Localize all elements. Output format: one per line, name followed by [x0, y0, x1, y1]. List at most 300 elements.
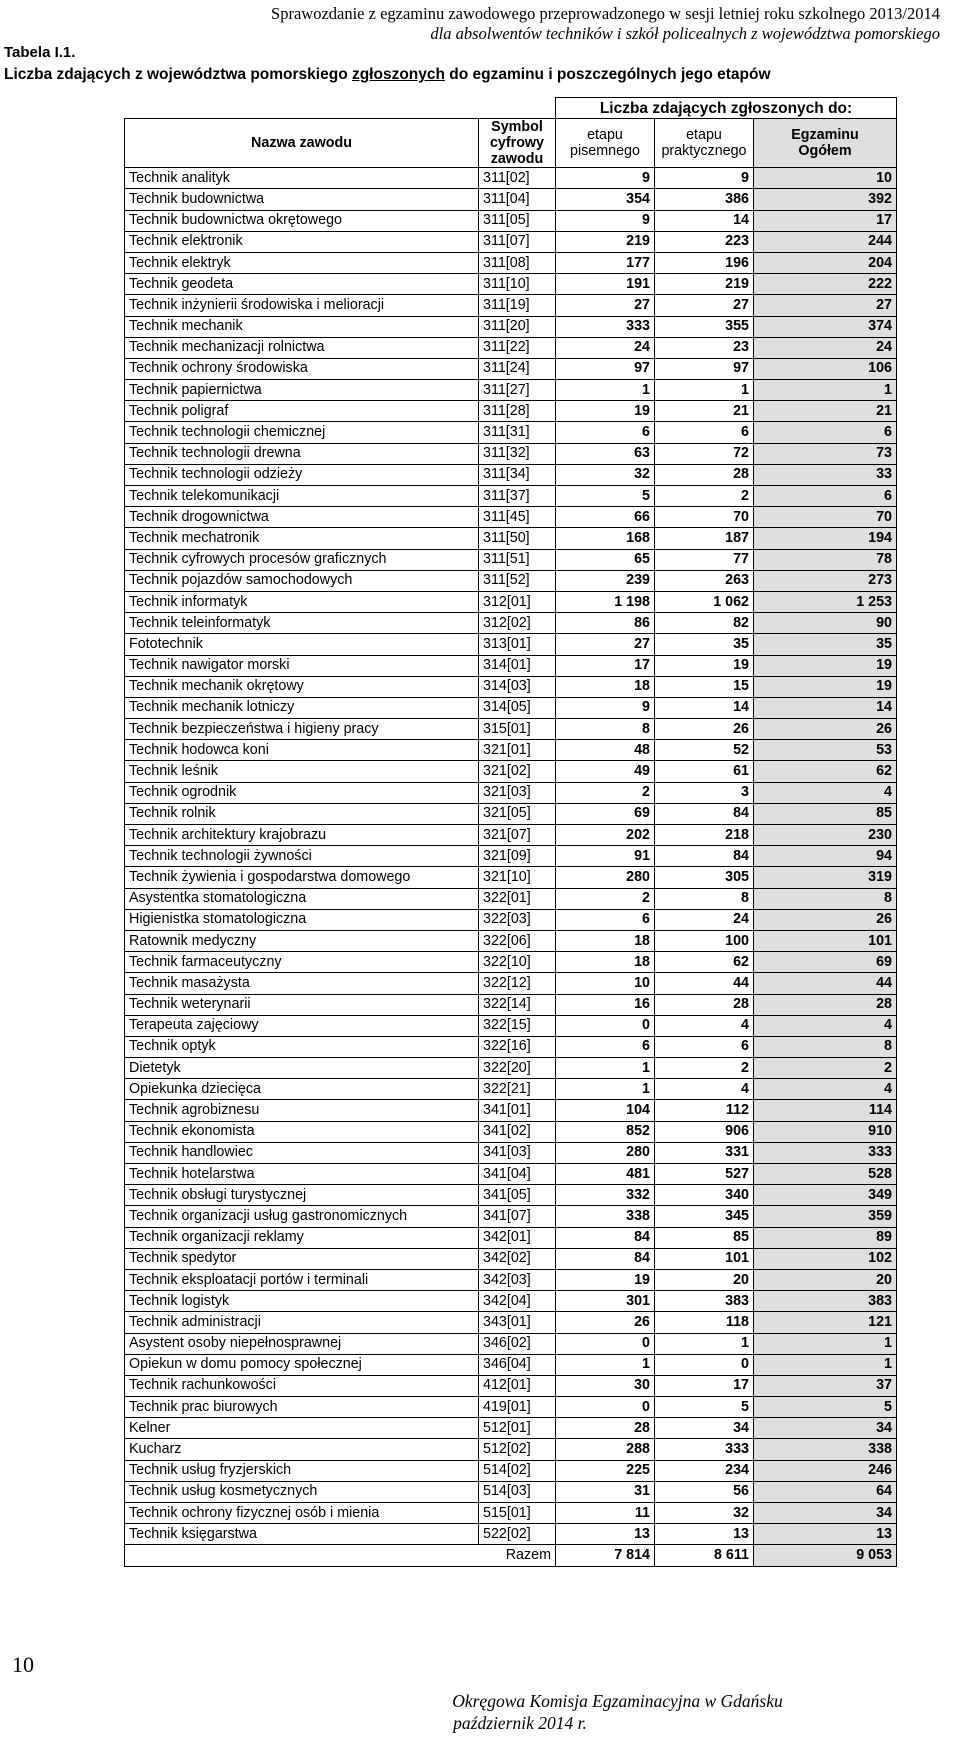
- profession-code: 343[01]: [479, 1312, 556, 1333]
- profession-code: 311[31]: [479, 422, 556, 443]
- profession-code: 311[07]: [479, 231, 556, 252]
- total-count: 33: [754, 464, 897, 485]
- profession-code: 311[24]: [479, 358, 556, 379]
- total-count: 1 253: [754, 591, 897, 612]
- table-row: [125, 507, 897, 528]
- profession-code: 322[15]: [479, 1015, 556, 1036]
- profession-code: 341[02]: [479, 1121, 556, 1142]
- profession-name: Technik geodeta: [125, 274, 479, 295]
- practical-count: 5: [655, 1397, 754, 1418]
- table-row: [125, 1524, 897, 1545]
- exam-table: [124, 97, 897, 1567]
- written-count: 13: [556, 1524, 655, 1545]
- total-count: 1: [754, 1354, 897, 1375]
- total-count: 4: [754, 1015, 897, 1036]
- profession-code: 311[04]: [479, 189, 556, 210]
- profession-code: 321[10]: [479, 867, 556, 888]
- table-row: [125, 1460, 897, 1481]
- profession-code: 311[20]: [479, 316, 556, 337]
- total-count: 204: [754, 252, 897, 273]
- table-row: [125, 337, 897, 358]
- profession-code: 312[02]: [479, 613, 556, 634]
- profession-name: Technik drogownictwa: [125, 507, 479, 528]
- written-count: 333: [556, 316, 655, 337]
- header-total-l1: Egzaminu: [791, 127, 859, 144]
- written-count: 28: [556, 1418, 655, 1439]
- table-caption: [4, 66, 771, 84]
- practical-count: 100: [655, 930, 754, 951]
- table-row: [125, 676, 897, 697]
- total-count: 359: [754, 1206, 897, 1227]
- written-count: 11: [556, 1503, 655, 1524]
- profession-name: Technik obsługi turystycznej: [125, 1185, 479, 1206]
- total-count: 34: [754, 1418, 897, 1439]
- table-row: [125, 1439, 897, 1460]
- total-count: 4: [754, 782, 897, 803]
- total-count: 94: [754, 846, 897, 867]
- report-header-line2: dla absolwentów techników i szkół policealnych z województwa pomorskiego: [430, 24, 940, 43]
- profession-code: 311[45]: [479, 507, 556, 528]
- total-count: 101: [754, 930, 897, 951]
- practical-count: 234: [655, 1460, 754, 1481]
- practical-count: 1: [655, 1333, 754, 1354]
- profession-code: 341[05]: [479, 1185, 556, 1206]
- practical-count: 28: [655, 464, 754, 485]
- table-row: [125, 740, 897, 761]
- profession-code: 315[01]: [479, 719, 556, 740]
- written-count: 0: [556, 1333, 655, 1354]
- table-row: [125, 1291, 897, 1312]
- written-count: 84: [556, 1248, 655, 1269]
- total-count: 230: [754, 825, 897, 846]
- written-count: 65: [556, 549, 655, 570]
- table-body: [125, 168, 897, 1545]
- written-count: 202: [556, 825, 655, 846]
- total-count: 62: [754, 761, 897, 782]
- practical-count: 6: [655, 1036, 754, 1057]
- profession-name: Technik żywienia i gospodarstwa domowego: [125, 867, 479, 888]
- practical-count: 20: [655, 1269, 754, 1290]
- profession-code: 311[50]: [479, 528, 556, 549]
- table-row: [125, 1397, 897, 1418]
- table-row: [125, 655, 897, 676]
- written-count: 19: [556, 401, 655, 422]
- profession-name: Higienistka stomatologiczna: [125, 909, 479, 930]
- written-count: 27: [556, 295, 655, 316]
- written-count: 30: [556, 1375, 655, 1396]
- practical-count: 23: [655, 337, 754, 358]
- profession-name: Technik farmaceutyczny: [125, 952, 479, 973]
- profession-name: Technik optyk: [125, 1036, 479, 1057]
- profession-name: Kucharz: [125, 1439, 479, 1460]
- written-count: 2: [556, 782, 655, 803]
- table-row: [125, 782, 897, 803]
- profession-code: 419[01]: [479, 1397, 556, 1418]
- profession-code: 321[01]: [479, 740, 556, 761]
- written-count: 16: [556, 994, 655, 1015]
- practical-count: 52: [655, 740, 754, 761]
- total-count: 73: [754, 443, 897, 464]
- practical-count: 187: [655, 528, 754, 549]
- table-row: [125, 1100, 897, 1121]
- profession-name: Technik poligraf: [125, 401, 479, 422]
- table-row: [125, 613, 897, 634]
- table-row: [125, 719, 897, 740]
- written-count: 225: [556, 1460, 655, 1481]
- profession-code: 311[28]: [479, 401, 556, 422]
- total-count: 13: [754, 1524, 897, 1545]
- profession-code: 322[20]: [479, 1058, 556, 1079]
- header-total: [754, 119, 897, 168]
- profession-code: 322[03]: [479, 909, 556, 930]
- practical-count: 101: [655, 1248, 754, 1269]
- profession-name: Technik elektronik: [125, 231, 479, 252]
- profession-code: 341[03]: [479, 1142, 556, 1163]
- profession-name: Technik ochrony fizycznej osób i mienia: [125, 1503, 479, 1524]
- practical-count: 27: [655, 295, 754, 316]
- header-written-l2: pisemnego: [570, 143, 640, 160]
- profession-name: Technik inżynierii środowiska i melioracji: [125, 295, 479, 316]
- written-count: 26: [556, 1312, 655, 1333]
- written-count: 219: [556, 231, 655, 252]
- total-count: 2: [754, 1058, 897, 1079]
- table-row: [125, 1206, 897, 1227]
- profession-code: 311[52]: [479, 570, 556, 591]
- table-row: [125, 1375, 897, 1396]
- practical-count: 8: [655, 888, 754, 909]
- practical-count: 3: [655, 782, 754, 803]
- profession-name: Technik rolnik: [125, 803, 479, 824]
- profession-code: 322[21]: [479, 1079, 556, 1100]
- profession-code: 522[02]: [479, 1524, 556, 1545]
- profession-code: 322[10]: [479, 952, 556, 973]
- total-count: 26: [754, 719, 897, 740]
- total-practical: 8 611: [655, 1545, 754, 1566]
- total-count: 6: [754, 486, 897, 507]
- practical-count: 345: [655, 1206, 754, 1227]
- table-row: [125, 1079, 897, 1100]
- practical-count: 35: [655, 634, 754, 655]
- practical-count: 84: [655, 803, 754, 824]
- profession-code: 322[14]: [479, 994, 556, 1015]
- header-practical-l1: etapu: [686, 127, 722, 144]
- profession-name: Technik administracji: [125, 1312, 479, 1333]
- profession-name: Technik technologii żywności: [125, 846, 479, 867]
- profession-name: Technik usług kosmetycznych: [125, 1481, 479, 1502]
- header-total-l2: Ogółem: [798, 143, 852, 160]
- report-header: [271, 4, 940, 44]
- table-row: [125, 1481, 897, 1502]
- practical-count: 13: [655, 1524, 754, 1545]
- table-row: [125, 422, 897, 443]
- profession-name: Technik cyfrowych procesów graficznych: [125, 549, 479, 570]
- profession-name: Technik mechanik: [125, 316, 479, 337]
- written-count: 6: [556, 909, 655, 930]
- written-count: 852: [556, 1121, 655, 1142]
- profession-name: Technik pojazdów samochodowych: [125, 570, 479, 591]
- total-overall: 9 053: [754, 1545, 897, 1566]
- total-row: [125, 1545, 897, 1566]
- total-count: 24: [754, 337, 897, 358]
- table-row: [125, 803, 897, 824]
- profession-code: 311[27]: [479, 380, 556, 401]
- profession-name: Technik teleinformatyk: [125, 613, 479, 634]
- table-row: [125, 1036, 897, 1057]
- total-count: 1: [754, 1333, 897, 1354]
- total-count: 114: [754, 1100, 897, 1121]
- practical-count: 1 062: [655, 591, 754, 612]
- practical-count: 14: [655, 697, 754, 718]
- table-row: [125, 867, 897, 888]
- profession-code: 311[32]: [479, 443, 556, 464]
- profession-name: Fototechnik: [125, 634, 479, 655]
- table-row: [125, 252, 897, 273]
- written-count: 288: [556, 1439, 655, 1460]
- total-count: 383: [754, 1291, 897, 1312]
- total-count: 121: [754, 1312, 897, 1333]
- practical-count: 28: [655, 994, 754, 1015]
- profession-name: Opiekunka dziecięca: [125, 1079, 479, 1100]
- written-count: 332: [556, 1185, 655, 1206]
- profession-name: Technik spedytor: [125, 1248, 479, 1269]
- practical-count: 15: [655, 676, 754, 697]
- profession-code: 514[03]: [479, 1481, 556, 1502]
- total-label: Razem: [125, 1545, 556, 1566]
- written-count: 239: [556, 570, 655, 591]
- practical-count: 82: [655, 613, 754, 634]
- header-name: Nazwa zawodu: [125, 119, 479, 168]
- total-count: 528: [754, 1164, 897, 1185]
- practical-count: 4: [655, 1015, 754, 1036]
- total-count: 14: [754, 697, 897, 718]
- written-count: 191: [556, 274, 655, 295]
- table-row: [125, 380, 897, 401]
- practical-count: 263: [655, 570, 754, 591]
- profession-code: 322[01]: [479, 888, 556, 909]
- practical-count: 218: [655, 825, 754, 846]
- profession-code: 341[07]: [479, 1206, 556, 1227]
- table-row: [125, 1185, 897, 1206]
- profession-name: Terapeuta zajęciowy: [125, 1015, 479, 1036]
- practical-count: 97: [655, 358, 754, 379]
- total-count: 910: [754, 1121, 897, 1142]
- profession-name: Ratownik medyczny: [125, 930, 479, 951]
- table-row: [125, 528, 897, 549]
- total-count: 19: [754, 676, 897, 697]
- table-row: [125, 1503, 897, 1524]
- practical-count: 1: [655, 380, 754, 401]
- total-count: 28: [754, 994, 897, 1015]
- practical-count: 305: [655, 867, 754, 888]
- practical-count: 62: [655, 952, 754, 973]
- table-row: [125, 443, 897, 464]
- practical-count: 2: [655, 486, 754, 507]
- written-count: 9: [556, 697, 655, 718]
- table-row: [125, 1333, 897, 1354]
- table-row: [125, 358, 897, 379]
- profession-code: 321[03]: [479, 782, 556, 803]
- profession-code: 412[01]: [479, 1375, 556, 1396]
- total-count: 53: [754, 740, 897, 761]
- table-row: [125, 486, 897, 507]
- profession-code: 321[05]: [479, 803, 556, 824]
- profession-code: 321[07]: [479, 825, 556, 846]
- table-row: [125, 973, 897, 994]
- table-row: [125, 994, 897, 1015]
- total-count: 392: [754, 189, 897, 210]
- practical-count: 383: [655, 1291, 754, 1312]
- header-group: Liczba zdających zgłoszonych do:: [556, 98, 897, 119]
- practical-count: 219: [655, 274, 754, 295]
- total-count: 319: [754, 867, 897, 888]
- written-count: 104: [556, 1100, 655, 1121]
- practical-count: 333: [655, 1439, 754, 1460]
- total-count: 273: [754, 570, 897, 591]
- table-row: [125, 1418, 897, 1439]
- profession-name: Technik handlowiec: [125, 1142, 479, 1163]
- profession-name: Technik księgarstwa: [125, 1524, 479, 1545]
- practical-count: 196: [655, 252, 754, 273]
- table-row: [125, 1164, 897, 1185]
- profession-name: Technik masażysta: [125, 973, 479, 994]
- practical-count: 70: [655, 507, 754, 528]
- profession-code: 311[34]: [479, 464, 556, 485]
- profession-name: Technik organizacji usług gastronomicznych: [125, 1206, 479, 1227]
- total-count: 17: [754, 210, 897, 231]
- total-count: 6: [754, 422, 897, 443]
- total-count: 35: [754, 634, 897, 655]
- header-practical: [655, 119, 754, 168]
- profession-name: Technik papiernictwa: [125, 380, 479, 401]
- written-count: 18: [556, 930, 655, 951]
- profession-code: 512[01]: [479, 1418, 556, 1439]
- profession-code: 341[01]: [479, 1100, 556, 1121]
- profession-name: Technik ekonomista: [125, 1121, 479, 1142]
- table-row: [125, 1058, 897, 1079]
- practical-count: 61: [655, 761, 754, 782]
- written-count: 1: [556, 1058, 655, 1079]
- written-count: 338: [556, 1206, 655, 1227]
- profession-name: Technik elektryk: [125, 252, 479, 273]
- practical-count: 72: [655, 443, 754, 464]
- total-count: 21: [754, 401, 897, 422]
- written-count: 48: [556, 740, 655, 761]
- footer-line1: Okręgowa Komisja Egzaminacyjna w Gdańsku: [452, 1691, 783, 1711]
- profession-code: 311[37]: [479, 486, 556, 507]
- table-row: [125, 591, 897, 612]
- practical-count: 84: [655, 846, 754, 867]
- total-count: 194: [754, 528, 897, 549]
- written-count: 1: [556, 1079, 655, 1100]
- profession-code: 311[10]: [479, 274, 556, 295]
- total-count: 90: [754, 613, 897, 634]
- table-row: [125, 825, 897, 846]
- written-count: 69: [556, 803, 655, 824]
- written-count: 168: [556, 528, 655, 549]
- written-count: 8: [556, 719, 655, 740]
- profession-name: Technik agrobiznesu: [125, 1100, 479, 1121]
- written-count: 18: [556, 952, 655, 973]
- table-row: [125, 231, 897, 252]
- profession-name: Dietetyk: [125, 1058, 479, 1079]
- footer-line2: październik 2014 r.: [453, 1713, 587, 1733]
- profession-code: 311[19]: [479, 295, 556, 316]
- written-count: 1 198: [556, 591, 655, 612]
- written-count: 17: [556, 655, 655, 676]
- practical-count: 56: [655, 1481, 754, 1502]
- header-written-l1: etapu: [587, 127, 623, 144]
- profession-code: 341[04]: [479, 1164, 556, 1185]
- total-count: 64: [754, 1481, 897, 1502]
- table-row: [125, 634, 897, 655]
- caption-underlined: zgłoszonych: [351, 66, 445, 83]
- written-count: 1: [556, 1354, 655, 1375]
- profession-name: Technik ochrony środowiska: [125, 358, 479, 379]
- practical-count: 386: [655, 189, 754, 210]
- profession-code: 311[51]: [479, 549, 556, 570]
- table-row: [125, 570, 897, 591]
- written-count: 354: [556, 189, 655, 210]
- total-count: 333: [754, 1142, 897, 1163]
- written-count: 280: [556, 1142, 655, 1163]
- practical-count: 14: [655, 210, 754, 231]
- profession-code: 314[01]: [479, 655, 556, 676]
- written-count: 49: [556, 761, 655, 782]
- total-written: 7 814: [556, 1545, 655, 1566]
- total-count: 4: [754, 1079, 897, 1100]
- practical-count: 9: [655, 168, 754, 189]
- written-count: 19: [556, 1269, 655, 1290]
- profession-code: 313[01]: [479, 634, 556, 655]
- profession-name: Technik technologii drewna: [125, 443, 479, 464]
- profession-code: 314[05]: [479, 697, 556, 718]
- total-count: 349: [754, 1185, 897, 1206]
- footer: [0, 1690, 960, 1734]
- total-count: 1: [754, 380, 897, 401]
- profession-name: Technik analityk: [125, 168, 479, 189]
- total-count: 34: [754, 1503, 897, 1524]
- total-count: 106: [754, 358, 897, 379]
- table-row: [125, 1121, 897, 1142]
- practical-count: 32: [655, 1503, 754, 1524]
- practical-count: 4: [655, 1079, 754, 1100]
- table-row: [125, 189, 897, 210]
- practical-count: 2: [655, 1058, 754, 1079]
- practical-count: 340: [655, 1185, 754, 1206]
- written-count: 31: [556, 1481, 655, 1502]
- table-number: Tabela I.1.: [4, 44, 76, 61]
- written-count: 10: [556, 973, 655, 994]
- total-count: 70: [754, 507, 897, 528]
- profession-code: 322[16]: [479, 1036, 556, 1057]
- practical-count: 6: [655, 422, 754, 443]
- table-row: [125, 909, 897, 930]
- practical-count: 19: [655, 655, 754, 676]
- caption-end: do egzaminu i poszczególnych jego etapów: [444, 66, 771, 83]
- header-code-l2: cyfrowy: [489, 135, 545, 152]
- total-count: 26: [754, 909, 897, 930]
- written-count: 0: [556, 1397, 655, 1418]
- practical-count: 331: [655, 1142, 754, 1163]
- practical-count: 355: [655, 316, 754, 337]
- table-row: [125, 464, 897, 485]
- table-row: [125, 549, 897, 570]
- practical-count: 0: [655, 1354, 754, 1375]
- header-code-l1: Symbol: [491, 119, 543, 136]
- written-count: 2: [556, 888, 655, 909]
- written-count: 6: [556, 1036, 655, 1057]
- total-count: 19: [754, 655, 897, 676]
